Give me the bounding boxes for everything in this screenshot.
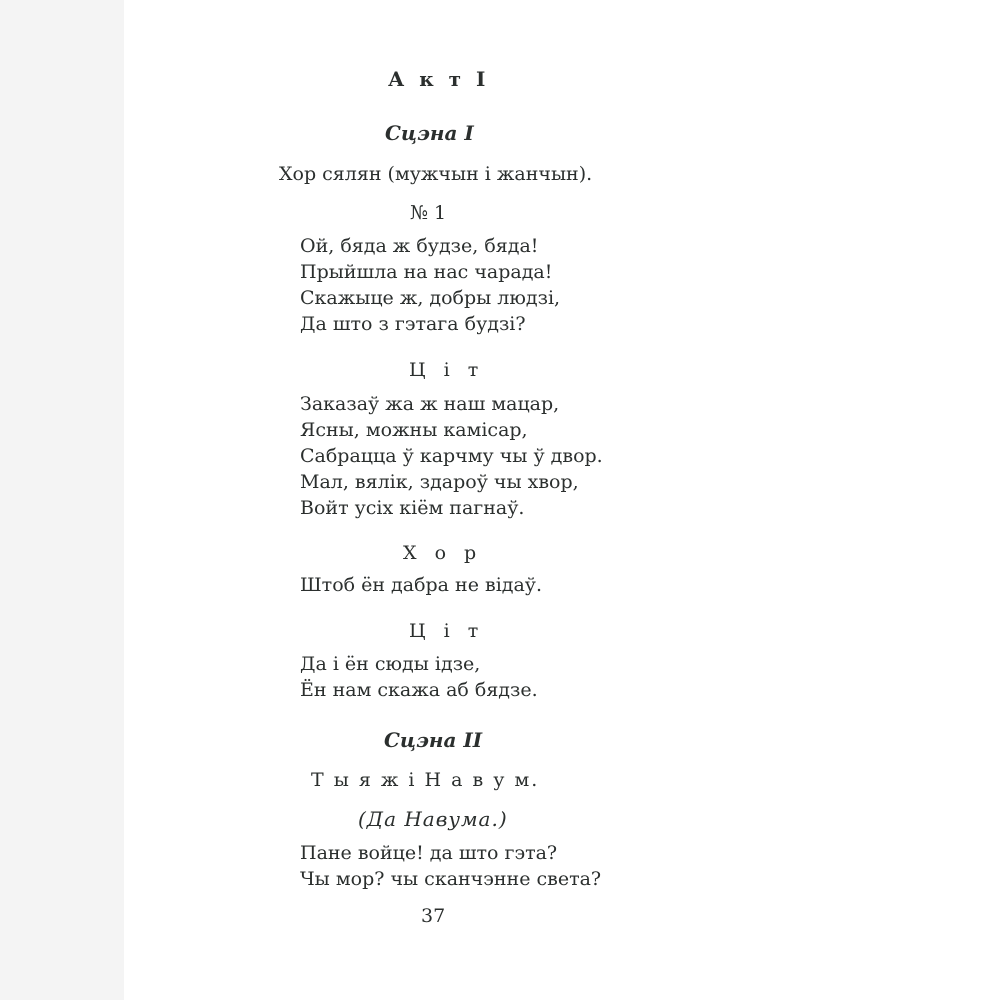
speaker-tsit-1: Ц і т bbox=[409, 359, 485, 381]
scene-1-title: Сцэна I bbox=[385, 121, 474, 145]
verse-line: Да што з гэтага будзі? bbox=[300, 313, 526, 335]
verse-line: Чы мор? чы сканчэнне света? bbox=[300, 868, 602, 890]
stanza-5 bbox=[300, 840, 601, 892]
stanza-3 bbox=[300, 572, 542, 598]
verse-line: Ой, бяда ж будзе, бяда! bbox=[300, 235, 539, 257]
verse-line: Войт усіх кіём пагнаў. bbox=[300, 497, 525, 519]
stanza-4 bbox=[300, 651, 538, 703]
number-label: № 1 bbox=[410, 202, 447, 224]
scene-1-intro: Хор сялян (мужчын і жанчын). bbox=[279, 163, 593, 185]
verse-line: Штоб ён дабра не відаў. bbox=[300, 574, 543, 596]
stage-direction: (Да Навума.) bbox=[358, 807, 508, 831]
speaker-khor: Х о р bbox=[403, 542, 483, 564]
verse-line: Сабрацца ў карчму чы ў двор. bbox=[300, 445, 603, 467]
verse-line: Ясны, можны камісар, bbox=[300, 419, 528, 441]
page-number: 37 bbox=[421, 905, 446, 927]
act-heading: А к т I bbox=[388, 67, 490, 91]
scene-2-title: Сцэна II bbox=[384, 728, 483, 752]
verse-line: Пане войце! да што гэта? bbox=[300, 842, 558, 864]
verse-line: Скажыце ж, добры людзі, bbox=[300, 287, 561, 309]
verse-line: Ён нам скажа аб бядзе. bbox=[300, 679, 538, 701]
stanza-1 bbox=[300, 233, 560, 337]
scene-2-characters: Т ы я ж і Н а в у м. bbox=[311, 769, 540, 791]
page-gutter bbox=[0, 0, 124, 1000]
verse-line: Мал, вялік, здароў чы хвор, bbox=[300, 471, 579, 493]
verse-line: Да і ён сюды ідзе, bbox=[300, 653, 481, 675]
speaker-tsit-2: Ц і т bbox=[409, 620, 485, 642]
verse-line: Прыйшла на нас чарада! bbox=[300, 261, 553, 283]
stanza-2 bbox=[300, 391, 603, 521]
verse-line: Заказаў жа ж наш мацар, bbox=[300, 393, 560, 415]
